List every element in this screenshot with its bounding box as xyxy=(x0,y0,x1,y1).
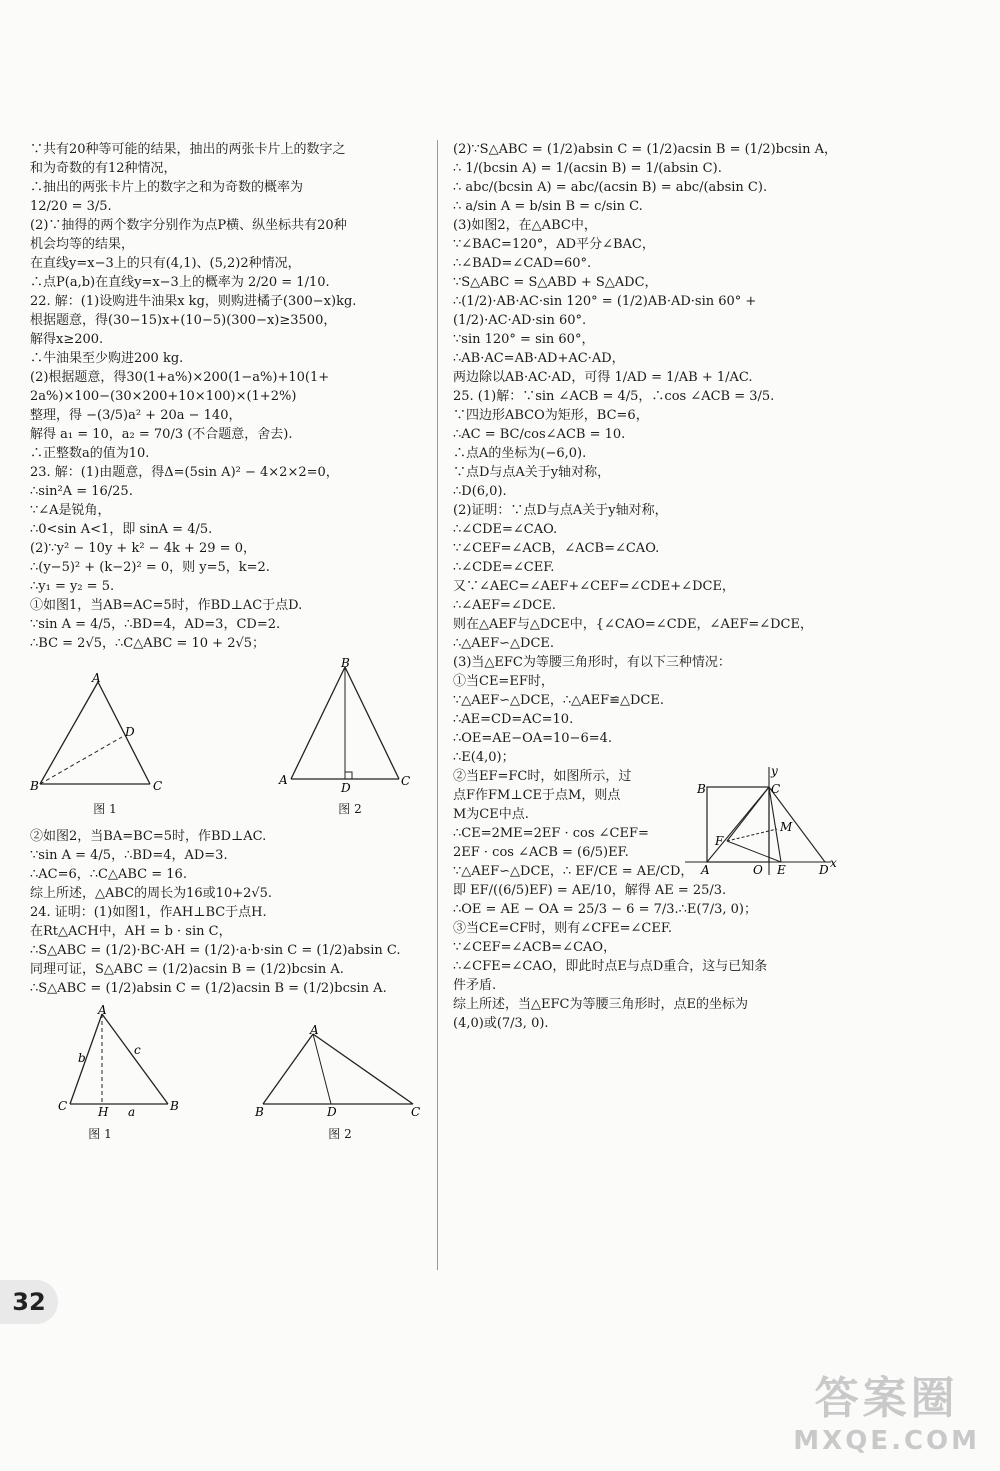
text-line: ∴(1/2)·AB·AC·sin 120° = (1/2)AB·AD·sin 60° + xyxy=(453,294,757,309)
svg-text:a: a xyxy=(128,1105,136,1119)
text-line: ∴点P(a,b)在直线y=x−3上的概率为 2/20 = 1/10. xyxy=(30,275,330,290)
svg-text:E: E xyxy=(777,863,786,877)
text-line: ∴正整数a的值为10. xyxy=(30,446,150,461)
text-line: 2EF · cos ∠ACB = (6/5)EF. xyxy=(453,845,629,860)
text-line: 在Rt△ACH中，AH = b · sin C， xyxy=(30,924,232,939)
svg-text:C: C xyxy=(401,774,411,788)
text-line: 根据题意，得(30−15)x+(10−5)(300−x)≥3500， xyxy=(30,313,337,328)
text-line: ∴0<sin A<1，即 sinA = 4/5. xyxy=(30,522,213,537)
text-line: ∴∠AEF=∠DCE. xyxy=(453,598,556,613)
text-line: 件矛盾. xyxy=(453,978,497,993)
figure-24-2 xyxy=(255,1024,425,1142)
svg-text:B: B xyxy=(30,779,39,793)
text-line: (1/2)·AC·AD·sin 60°. xyxy=(453,313,587,328)
text-line: ∴OE = AE − OA = 25/3 − 6 = 7/3.∴E(7/3, 0)； xyxy=(453,902,758,917)
text-line: (3)当△EFC为等腰三角形时，有以下三种情况： xyxy=(453,655,731,670)
text-line: 12/20 = 3/5. xyxy=(30,199,112,214)
triangle-diagram-23-1 xyxy=(30,671,180,794)
text-line: ∵△AEF∽△DCE，∴ EF/CE = AE/CD， xyxy=(453,864,694,879)
text-line: ∴∠CDE=∠CAO. xyxy=(453,522,558,537)
text-line: 解得 a₁ = 10，a₂ = 70/3 (不合题意，舍去). xyxy=(30,427,293,442)
text-line: 24. 证明：(1)如图1，作AH⊥BC于点H. xyxy=(30,905,267,920)
text-line: 解得x≥200. xyxy=(30,332,104,347)
text-line: ∴∠BAD=∠CAD=60°. xyxy=(453,256,592,271)
text-line: 23. 解：(1)由题意，得Δ=(5sin A)² − 4×2×2=0， xyxy=(30,465,339,480)
text-line: ∴AC = BC/cos∠ACB = 10. xyxy=(453,427,626,442)
left-text-block-b xyxy=(30,827,425,998)
coordinate-diagram-25 xyxy=(685,764,837,877)
text-line: ∵∠BAC=120°，AD平分∠BAC， xyxy=(453,237,655,252)
text-line: ∵∠CEF=∠ACB，∠ACB=∠CAO. xyxy=(453,541,660,556)
text-line: (2)∵y² − 10y + k² − 4k + 29 = 0， xyxy=(30,541,256,556)
text-line: ②如图2，当BA=BC=5时，作BD⊥AC. xyxy=(30,829,267,844)
figure-caption: 图 1 xyxy=(88,1127,112,1141)
text-line: ∴OE=AE−OA=10−6=4. xyxy=(453,731,613,746)
svg-text:A: A xyxy=(310,1023,319,1037)
text-line: ∴ a/sin A = b/sin B = c/sin C. xyxy=(453,199,643,214)
text-line: ∴AE=CD=AC=10. xyxy=(453,712,574,727)
text-line: 即 EF/((6/5)EF) = AE/10，解得 AE = 25/3. xyxy=(453,883,727,898)
text-line: ∴S△ABC = (1/2)absin C = (1/2)acsin B = (1/2)bcsin A. xyxy=(30,981,387,996)
svg-text:H: H xyxy=(98,1105,109,1119)
figure-23-1 xyxy=(30,671,180,817)
watermark-logo xyxy=(793,1362,980,1456)
text-line: 同理可证，S△ABC = (1/2)acsin B = (1/2)bcsin A. xyxy=(30,962,344,977)
text-line: ∴E(4,0)； xyxy=(453,750,515,765)
svg-text:C: C xyxy=(411,1105,421,1119)
watermark-url: MXQE.COM xyxy=(793,1426,980,1456)
text-line: ∵∠CEF=∠ACB=∠CAO， xyxy=(453,940,617,955)
svg-text:C: C xyxy=(771,782,781,796)
text-line: 25. (1)解：∵sin ∠ACB = 4/5，∴cos ∠ACB = 3/5. xyxy=(453,389,775,404)
text-line: 综上所述，当△EFC为等腰三角形时，点E的坐标为 xyxy=(453,997,748,1012)
page-number: 32 xyxy=(0,1280,58,1324)
text-line: ∴D(6,0). xyxy=(453,484,507,499)
svg-text:A: A xyxy=(279,773,288,787)
svg-text:b: b xyxy=(78,1051,86,1065)
text-line: ③当CE=CF时，则有∠CFE=∠CEF. xyxy=(453,921,672,936)
svg-text:C: C xyxy=(58,1099,68,1113)
column-divider xyxy=(437,140,438,1270)
triangle-diagram-24-2 xyxy=(255,1024,425,1119)
text-line: ∵共有20种等可能的结果，抽出的两张卡片上的数字之 xyxy=(30,142,346,157)
svg-text:y: y xyxy=(771,764,778,778)
text-line: ①如图1，当AB=AC=5时，作BD⊥AC于点D. xyxy=(30,598,303,613)
watermark-text: 答案圈 xyxy=(814,1373,959,1424)
text-line: ∴抽出的两张卡片上的数字之和为奇数的概率为 xyxy=(30,180,304,195)
text-line: ②当EF=FC时，如图所示，过 xyxy=(453,769,632,784)
svg-text:B: B xyxy=(170,1099,179,1113)
svg-text:M: M xyxy=(780,820,793,834)
text-line: 点F作FM⊥CE于点M，则点 xyxy=(453,788,621,803)
svg-text:A: A xyxy=(92,671,101,685)
text-line: ∴△AEF∽△DCE. xyxy=(453,636,555,651)
text-line: ∵点D与点A关于y轴对称， xyxy=(453,465,611,480)
text-line: ∴AC=6，∴C△ABC = 16. xyxy=(30,867,187,882)
text-line: 整理，得 −(3/5)a² + 20a − 140， xyxy=(30,408,242,423)
text-line: ∴sin²A = 16/25. xyxy=(30,484,133,499)
text-line: 22. 解：(1)设购进牛油果x kg，则购进橘子(300−x)kg. xyxy=(30,294,357,309)
svg-text:B: B xyxy=(697,782,706,796)
text-line: ∵S△ABC = S△ABD + S△ADC， xyxy=(453,275,658,290)
svg-text:B: B xyxy=(255,1105,264,1119)
text-line: ∴∠CFE=∠CAO，即此时点E与点D重合，这与已知条 xyxy=(453,959,768,974)
svg-text:D: D xyxy=(341,781,351,795)
text-line: ∴S△ABC = (1/2)·BC·AH = (1/2)·a·b·sin C = (1/2)absin C. xyxy=(30,943,401,958)
text-line: ∴y₁ = y₂ = 5. xyxy=(30,579,115,594)
text-line: ∴点A的坐标为(−6,0). xyxy=(453,446,587,461)
right-column xyxy=(453,140,848,1033)
text-line: (3)如图2，在△ABC中， xyxy=(453,218,597,233)
text-line: (2)根据题意，得30(1+a%)×200(1−a%)+10(1+ xyxy=(30,370,330,385)
text-line: ∴∠CDE=∠CEF. xyxy=(453,560,555,575)
svg-text:D: D xyxy=(819,863,829,877)
svg-text:c: c xyxy=(134,1043,141,1057)
svg-text:A: A xyxy=(98,1003,107,1017)
text-line: ∴(y−5)² + (k−2)² = 0，则 y=5，k=2. xyxy=(30,560,270,575)
svg-text:O: O xyxy=(753,863,763,877)
svg-text:A: A xyxy=(701,863,710,877)
left-text-block-a xyxy=(30,140,425,653)
text-line: ∴牛油果至少购进200 kg. xyxy=(30,351,184,366)
figure-23-2 xyxy=(275,656,425,817)
text-line: ∵sin A = 4/5，∴BD=4，AD=3，CD=2. xyxy=(30,617,281,632)
svg-text:C: C xyxy=(153,779,163,793)
text-line: ∵△AEF∽△DCE，∴△AEF≌△DCE. xyxy=(453,693,664,708)
text-line: 又∵∠AEC=∠AEF+∠CEF=∠CDE+∠DCE， xyxy=(453,579,735,594)
text-line: ∴CE=2ME=2EF · cos ∠CEF= xyxy=(453,826,649,841)
text-line: 则在△AEF与△DCE中，{∠CAO=∠CDE，∠AEF=∠DCE， xyxy=(453,617,813,632)
text-line: 两边除以AB·AC·AD，可得 1/AD = 1/AB + 1/AC. xyxy=(453,370,753,385)
text-line: ①当CE=EF时， xyxy=(453,674,554,689)
text-line: (2)∵抽得的两个数字分别作为点P横、纵坐标共有20种 xyxy=(30,218,347,233)
svg-text:x: x xyxy=(830,856,837,870)
text-line: ∵∠A是锐角， xyxy=(30,503,111,518)
figure-row-23 xyxy=(30,656,425,817)
triangle-diagram-23-2 xyxy=(275,656,425,795)
text-line: ∴ 1/(bcsin A) = 1/(acsin B) = 1/(absin C). xyxy=(453,161,722,176)
text-line: 在直线y=x−3上的只有(4,1)、(5,2)2种情况， xyxy=(30,256,301,271)
text-line: ∵sin 120° = sin 60°， xyxy=(453,332,595,347)
text-line: 机会均等的结果， xyxy=(30,237,135,252)
figure-caption: 图 2 xyxy=(328,1127,352,1141)
svg-text:D: D xyxy=(125,725,135,739)
figure-caption: 图 2 xyxy=(338,802,362,816)
triangle-diagram-24-1 xyxy=(30,1003,179,1119)
text-line: 2a%)×100−(30×200+10×100)×(1+2%) xyxy=(30,389,297,404)
text-line: (4,0)或(7/3, 0). xyxy=(453,1016,549,1031)
svg-text:D: D xyxy=(327,1105,337,1119)
right-text-block-a xyxy=(453,140,848,767)
text-line: 和为奇数的有12种情况， xyxy=(30,161,177,176)
text-line: M为CE中点. xyxy=(453,807,529,822)
text-line: ∵四边形ABCO为矩形，BC=6， xyxy=(453,408,649,423)
svg-text:B: B xyxy=(341,656,350,670)
text-line: (2)证明：∵点D与点A关于y轴对称， xyxy=(453,503,668,518)
text-line: (2)∵S△ABC = (1/2)absin C = (1/2)acsin B = (1/2)bcsin A， xyxy=(453,142,837,157)
figure-row-24 xyxy=(30,1004,425,1142)
figure-caption: 图 1 xyxy=(93,802,117,816)
text-line: ∴BC = 2√5，∴C△ABC = 10 + 2√5； xyxy=(30,636,266,651)
text-line: 综上所述，△ABC的周长为16或10+2√5. xyxy=(30,886,273,901)
left-column xyxy=(30,140,425,1152)
right-block-with-figure xyxy=(453,764,848,1033)
text-line: ∴ abc/(bcsin A) = abc/(acsin B) = abc/(absin C). xyxy=(453,180,768,195)
svg-text:F: F xyxy=(715,834,724,848)
text-line: ∴AB·AC=AB·AD+AC·AD， xyxy=(453,351,625,366)
figure-24-1 xyxy=(30,1003,179,1142)
text-line: ∵sin A = 4/5，∴BD=4，AD=3. xyxy=(30,848,228,863)
